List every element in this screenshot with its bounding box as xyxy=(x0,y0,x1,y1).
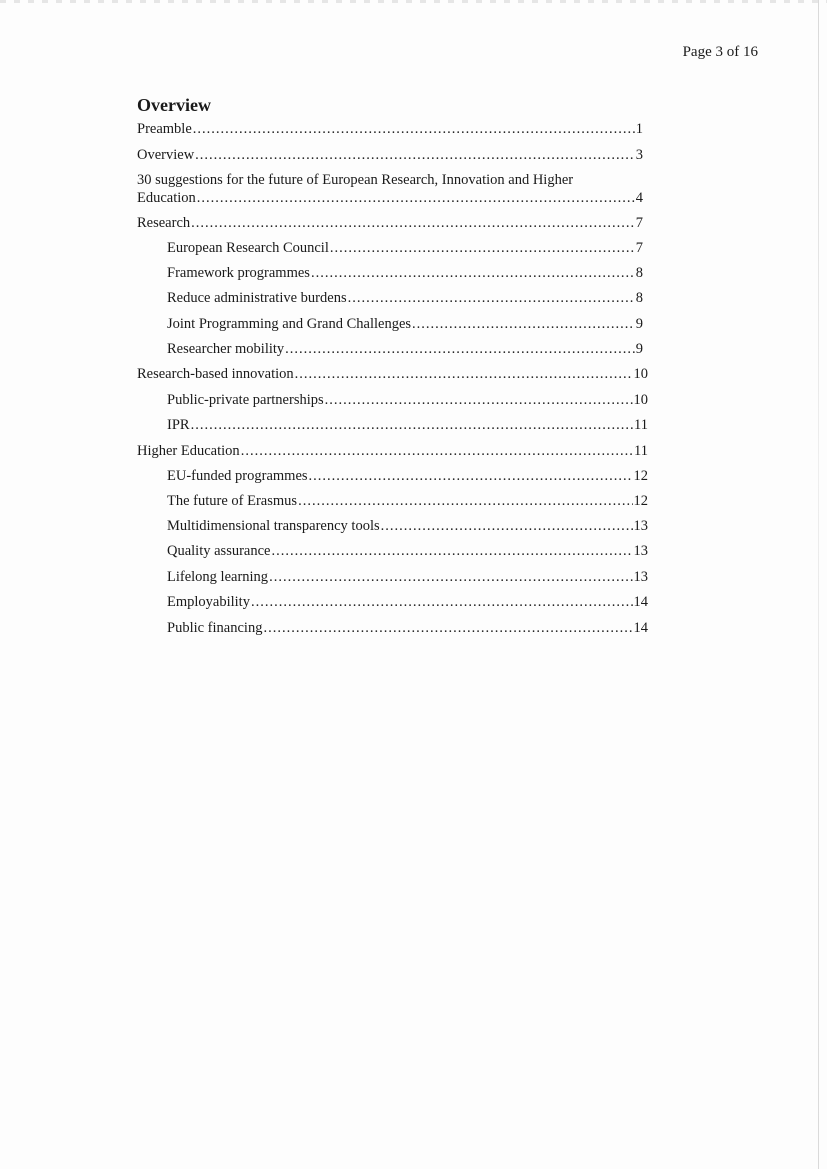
dot-leader xyxy=(309,467,633,485)
toc-entry-page: 13 xyxy=(633,543,648,559)
toc-entry-label: European Research Council xyxy=(167,240,329,256)
dot-leader xyxy=(191,416,633,434)
toc-entry-researcher-mobility[interactable] xyxy=(167,340,643,358)
toc-entry-page: 4 xyxy=(635,190,643,206)
toc-entry-page: 11 xyxy=(634,417,648,433)
dot-leader xyxy=(193,120,635,138)
toc-entry-european-research-council[interactable] xyxy=(167,239,643,257)
toc-entry-label: Research xyxy=(137,215,191,231)
dot-leader xyxy=(325,391,633,409)
toc-entry-label: Public financing xyxy=(167,620,263,636)
toc-entry-page: 12 xyxy=(633,468,648,484)
toc-entry-page: 8 xyxy=(635,265,643,281)
toc-entry-page: 14 xyxy=(633,594,648,610)
toc-entry-label: Overview xyxy=(137,147,195,163)
toc-entry-framework-programmes[interactable] xyxy=(167,264,643,282)
toc-entry-page: 9 xyxy=(635,341,643,357)
dot-leader xyxy=(269,568,632,586)
toc-entry-page: 10 xyxy=(633,366,648,382)
dot-leader xyxy=(348,289,635,307)
toc-entry-label: EU-funded programmes xyxy=(167,468,308,484)
toc-entry-public-private-partnerships[interactable] xyxy=(167,391,648,409)
toc-entry-future-of-erasmus[interactable] xyxy=(167,492,648,510)
dot-leader xyxy=(412,315,635,333)
toc-entry-page: 7 xyxy=(635,240,643,256)
toc-entry-label: Higher Education xyxy=(137,443,240,459)
toc-entry-label: Joint Programming and Grand Challenges xyxy=(167,316,412,332)
toc-entry-page: 11 xyxy=(634,443,648,459)
dot-leader xyxy=(330,239,635,257)
toc-entry-page: 1 xyxy=(635,121,643,137)
page-indicator: Page 3 of 16 xyxy=(682,44,758,60)
toc-entry-label: Multidimensional transparency tools xyxy=(167,518,380,534)
toc-entry-preamble[interactable] xyxy=(137,120,643,138)
toc-entry-label: Quality assurance xyxy=(167,543,271,559)
toc-entry-research[interactable] xyxy=(137,214,643,232)
dot-leader xyxy=(197,189,635,207)
dot-leader xyxy=(295,365,633,383)
toc-entry-higher-education[interactable] xyxy=(137,442,648,460)
toc-entry-page: 12 xyxy=(633,493,648,509)
toc-entry-overview[interactable] xyxy=(137,146,643,164)
toc-entry-label: Education xyxy=(137,190,196,206)
toc-entry-page: 7 xyxy=(635,215,643,231)
toc-entry-label: Lifelong learning xyxy=(167,569,269,585)
toc-entry-label: Framework programmes xyxy=(167,265,310,281)
dot-leader xyxy=(263,619,632,637)
dot-leader xyxy=(241,442,633,460)
toc-entry-eu-funded-programmes[interactable] xyxy=(167,467,648,485)
toc-entry-research-based-innovation[interactable] xyxy=(137,365,648,383)
toc-entry-label: Researcher mobility xyxy=(167,341,285,357)
toc-entry-label: Employability xyxy=(167,594,250,610)
toc-entry-page: 13 xyxy=(633,518,648,534)
dot-leader xyxy=(298,492,632,510)
toc-entry-page: 14 xyxy=(633,620,648,636)
toc-entry-ipr[interactable] xyxy=(167,416,648,434)
toc-entry-multidimensional-transparency-tools[interactable] xyxy=(167,517,648,535)
dot-leader xyxy=(191,214,635,232)
toc-entry-label: Research-based innovation xyxy=(137,366,294,382)
dot-leader xyxy=(381,517,633,535)
toc-entry-page: 3 xyxy=(635,147,643,163)
toc-heading: Overview xyxy=(137,95,211,115)
toc-entry-label-line1[interactable]: 30 suggestions for the future of European Research, Innovation and Higher xyxy=(137,172,574,188)
toc-entry-label: The future of Erasmus xyxy=(167,493,298,509)
toc-entry-page: 13 xyxy=(633,569,648,585)
dot-leader xyxy=(271,542,632,560)
dot-leader xyxy=(285,340,635,358)
toc-entry-page: 9 xyxy=(635,316,643,332)
toc-entry-lifelong-learning[interactable] xyxy=(167,568,648,586)
toc-entry-joint-programming[interactable] xyxy=(167,315,643,333)
toc-entry-public-financing[interactable] xyxy=(167,619,648,637)
toc-entry-label: Public-private partnerships xyxy=(167,392,324,408)
toc-entry-employability[interactable] xyxy=(167,593,648,611)
toc-entry-label: Reduce administrative burdens xyxy=(167,290,347,306)
toc-entry-label: IPR xyxy=(167,417,190,433)
dot-leader xyxy=(195,146,635,164)
toc-entry-page: 10 xyxy=(633,392,648,408)
toc-entry-30-suggestions[interactable] xyxy=(137,189,643,207)
toc-entry-label: Preamble xyxy=(137,121,192,137)
dot-leader xyxy=(311,264,635,282)
toc-entry-reduce-administrative-burdens[interactable] xyxy=(167,289,643,307)
dot-leader xyxy=(251,593,633,611)
toc-entry-page: 8 xyxy=(635,290,643,306)
toc-entry-quality-assurance[interactable] xyxy=(167,542,648,560)
